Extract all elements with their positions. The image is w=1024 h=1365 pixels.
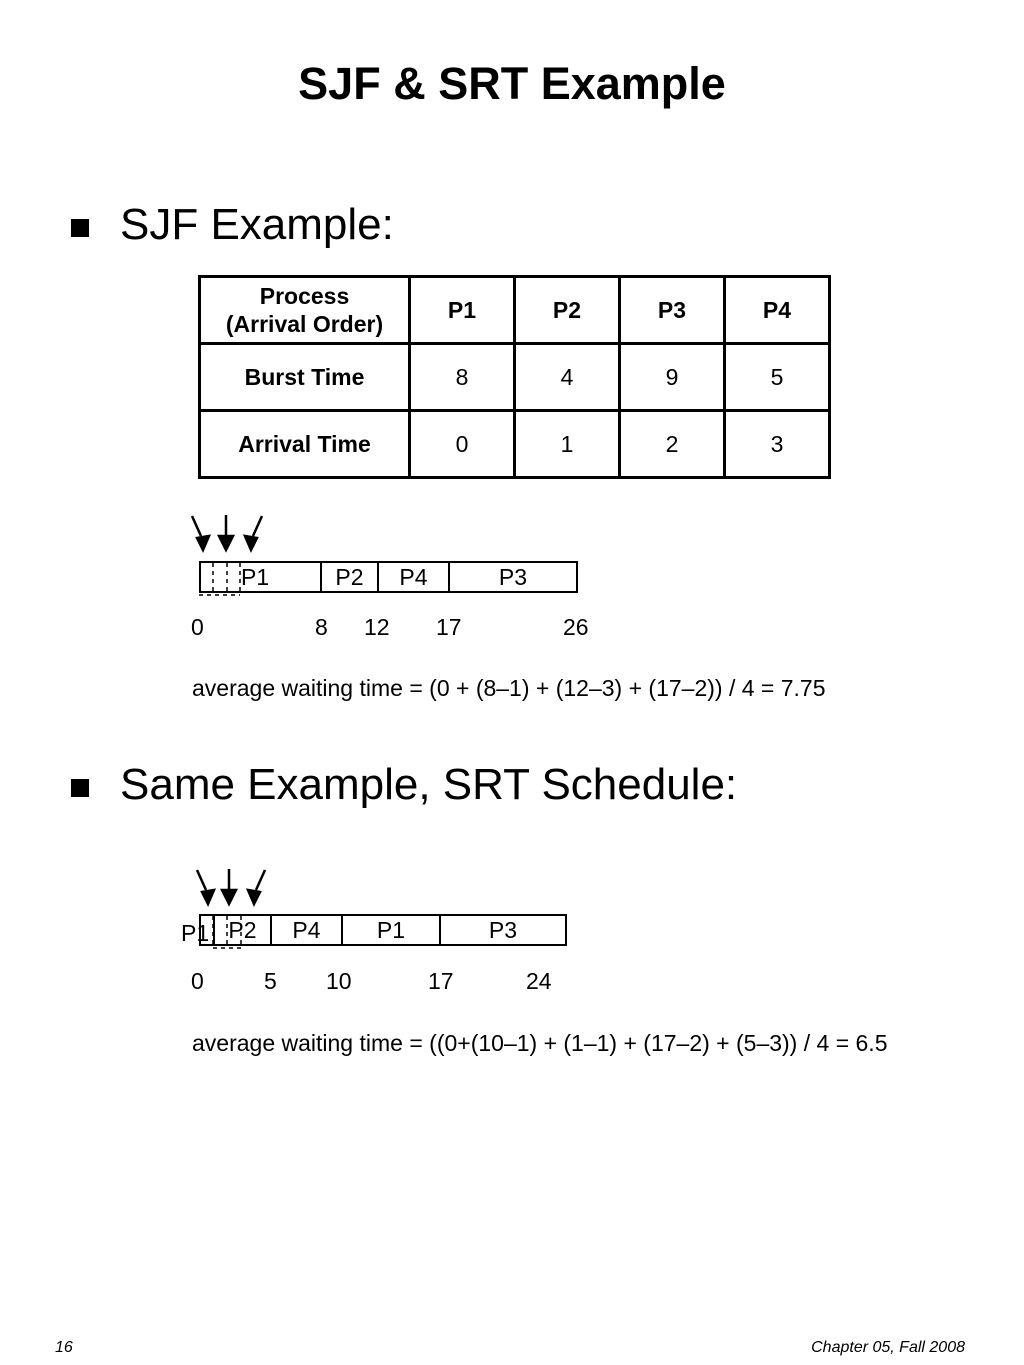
sjf-average-waiting-time: average waiting time = (0 + (8–1) + (12–3) + (17–2)) / 4 = 7.75	[192, 675, 826, 701]
process-table	[198, 275, 831, 479]
sjf-gantt-chart	[199, 561, 579, 593]
table-cell: 8	[410, 344, 515, 411]
srt-gantt-chart	[199, 914, 569, 946]
table-cell: 9	[620, 344, 725, 411]
arrival-arrows-icon	[190, 866, 280, 906]
footer-chapter: Chapter 05, Fall 2008	[811, 1339, 965, 1356]
gantt-segment-p2: P2	[213, 914, 270, 946]
table-cell: 1	[515, 411, 620, 478]
srt-average-waiting-time: average waiting time = ((0+(10–1) + (1–1) + (17–2) + (5–3)) / 4 = 6.5	[192, 1030, 888, 1056]
gantt-end-line	[576, 561, 578, 593]
table-cell: 2	[620, 411, 725, 478]
table-header-row	[200, 277, 830, 344]
table-row	[200, 411, 830, 478]
gantt-prefix-label: P1	[181, 920, 210, 946]
tick-label: 12	[364, 614, 390, 640]
tick-label: 24	[526, 968, 552, 994]
table-cell: 3	[725, 411, 830, 478]
tick-label: 17	[428, 968, 454, 994]
bullet-square-icon	[71, 779, 89, 797]
table-cell: 0	[410, 411, 515, 478]
sjf-heading: SJF Example:	[120, 200, 394, 249]
slide-title: SJF & SRT Example	[298, 58, 726, 109]
gantt-end-line	[565, 914, 567, 946]
tick-label: 8	[315, 614, 328, 640]
bullet-square-icon	[71, 219, 89, 237]
process-p4-header: P4	[725, 277, 830, 344]
burst-time-label: Burst Time	[200, 344, 410, 411]
tick-label: 0	[191, 614, 204, 640]
page-number: 16	[55, 1339, 73, 1356]
process-p1-header: P1	[410, 277, 515, 344]
process-p3-header: P3	[620, 277, 725, 344]
arrival-arrows-icon	[185, 512, 275, 552]
tick-label: 0	[191, 968, 204, 994]
gantt-segment-p4: P4	[270, 914, 341, 946]
process-p2-header: P2	[515, 277, 620, 344]
gantt-segment-p1: P1	[199, 561, 320, 593]
gantt-segment-p1: P1	[341, 914, 439, 946]
gantt-segment-p4: P4	[377, 561, 448, 593]
tick-label: 10	[326, 968, 352, 994]
srt-heading: Same Example, SRT Schedule:	[120, 760, 738, 809]
arrival-time-label: Arrival Time	[200, 411, 410, 478]
gantt-segment-p3: P3	[448, 561, 576, 593]
tick-label: 17	[436, 614, 462, 640]
table-cell: 5	[725, 344, 830, 411]
gantt-segment-p2: P2	[320, 561, 377, 593]
tick-label: 5	[264, 968, 277, 994]
gantt-segment-p3: P3	[439, 914, 565, 946]
tick-label: 26	[563, 614, 589, 640]
table-cell: 4	[515, 344, 620, 411]
table-row	[200, 344, 830, 411]
process-header-cell: Process (Arrival Order)	[200, 277, 410, 344]
